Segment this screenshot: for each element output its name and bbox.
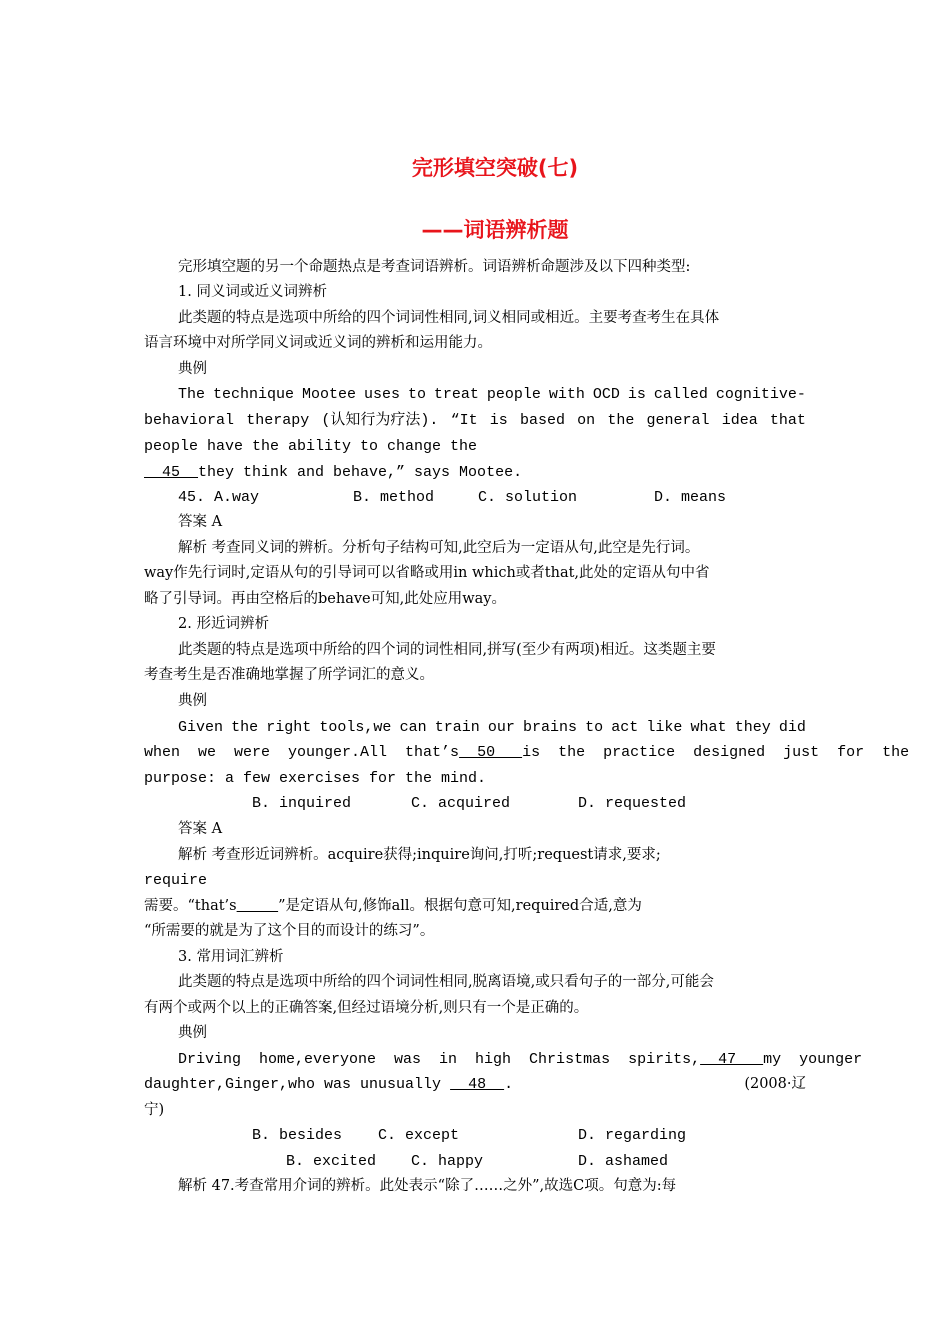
source-tag: (2008·辽 <box>744 1076 806 1092</box>
section1-answer: 答案 A <box>178 514 223 530</box>
section3-example-line1: Driving home,everyone was in high Christmas spirits, 47 my younger <box>178 1051 863 1068</box>
section2-answer: 答案 A <box>178 821 223 837</box>
option-b: B. excited <box>286 1153 377 1170</box>
section2-example-label: 典例 <box>178 693 207 709</box>
section3-analysis-line1: 解析 47.考查常用介词的辨析。此处表示“除了……之外”,故选C项。句意为:每 <box>178 1178 677 1194</box>
option-c: C. acquired <box>411 795 511 812</box>
section1-desc-line1: 此类题的特点是选项中所给的四个词词性相同,词义相同或相近。主要考查考生在具体 <box>178 310 720 326</box>
section1-example-label: 典例 <box>178 361 207 377</box>
option-c: C. happy <box>411 1153 484 1170</box>
section1-desc-line2: 语言环境中对所学同义词或近义词的辨析和运用能力。 <box>144 335 492 351</box>
section3-desc-line1: 此类题的特点是选项中所给的四个词词性相同,脱离语境,或只看句子的一部分,可能会 <box>178 974 714 990</box>
section2-analysis-line2: require <box>144 872 208 889</box>
section1-analysis-line3: 略了引导词。再由空格后的behave可知,此处应用way。 <box>144 591 506 607</box>
option-b: B. besides <box>252 1127 343 1144</box>
page-subtitle: ——词语辨析题 <box>421 218 569 242</box>
section1-example-line4: 45 they think and behave,” says Mootee. <box>144 464 523 481</box>
section2-analysis-line3: 需要。“that’s ”是定语从句,修饰all。根据句意可知,required合适,意为 <box>144 898 642 914</box>
section3-heading: 3. 常用词汇辨析 <box>178 949 284 965</box>
section2-analysis-line1: 解析 考查形近词辨析。acquire获得;inquire询问,打听;request请求,要求; <box>178 847 661 863</box>
section3-desc-line2: 有两个或两个以上的正确答案,但经过语境分析,则只有一个是正确的。 <box>144 1000 589 1016</box>
section1-heading: 1. 同义词或近义词辨析 <box>178 284 327 300</box>
section2-heading: 2. 形近词辨析 <box>178 616 269 632</box>
option-d: D. requested <box>578 795 687 812</box>
option-c: C. except <box>378 1127 460 1144</box>
option-a: 45. A.way <box>178 489 260 506</box>
section1-example-line2: behavioral therapy (认知行为疗法). “It is based on the general idea that <box>144 412 806 429</box>
intro-paragraph: 完形填空题的另一个命题热点是考查词语辨析。词语辨析命题涉及以下四种类型: <box>178 259 691 275</box>
section2-example-line2: when we were younger.All that’s 50 is the practice designed just for the <box>144 744 910 761</box>
section2-desc-line1: 此类题的特点是选项中所给的四个词的词性相同,拼写(至少有两项)相近。这类题主要 <box>178 642 716 658</box>
option-b: B. method <box>353 489 435 506</box>
blank-50: 50 <box>459 744 523 761</box>
section1-analysis-line2: way作先行词时,定语从句的引导词可以省略或用in which或者that,此处的定语从句中省 <box>144 565 710 581</box>
option-c: C. solution <box>478 489 578 506</box>
section3-example-line2: daughter,Ginger,who was unusually 48 . (2008·辽 <box>144 1072 806 1097</box>
section2-example-line1: Given the right tools,we can train our brains to act like what they did <box>178 719 806 736</box>
option-d: D. ashamed <box>578 1153 669 1170</box>
blank-thats <box>237 898 278 914</box>
section2-desc-line2: 考查考生是否准确地掌握了所学词汇的意义。 <box>144 667 434 683</box>
option-d: D. regarding <box>578 1127 687 1144</box>
section1-example-line1: The technique Mootee uses to treat people with OCD is called cognitive- <box>178 386 806 403</box>
section2-analysis-line4: “所需要的就是为了这个目的而设计的练习”。 <box>144 923 435 939</box>
section1-example-line3: people have the ability to change the <box>144 438 478 455</box>
page-title: 完形填空突破(七) <box>411 156 579 180</box>
section3-example-label: 典例 <box>178 1025 207 1041</box>
section1-analysis-line1: 解析 考查同义词的辨析。分析句子结构可知,此空后为一定语从句,此空是先行词。 <box>178 540 700 556</box>
option-b: B. inquired <box>252 795 352 812</box>
section2-example-line3: purpose: a few exercises for the mind. <box>144 770 487 787</box>
option-d: D. means <box>654 489 727 506</box>
source-tag-cont: 宁) <box>144 1102 165 1118</box>
blank-48: 48 <box>450 1076 505 1093</box>
blank-45: 45 <box>144 464 199 481</box>
blank-47: 47 <box>700 1051 764 1068</box>
